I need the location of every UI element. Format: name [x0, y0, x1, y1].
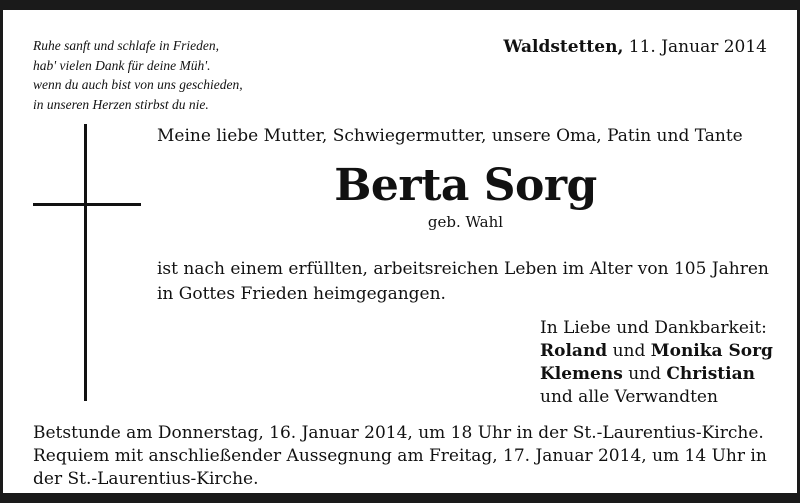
poem-line: in unseren Herzen stirbst du nie. [33, 96, 209, 112]
mourner-line: und alle Verwandten [540, 387, 718, 407]
place: Waldstetten, [503, 37, 624, 57]
mourner-name: Christian [666, 364, 755, 384]
mourner-line [540, 340, 773, 363]
mourner-name: Roland [540, 341, 608, 361]
birth-name: geb. Wahl [427, 213, 504, 231]
poem-line: wenn du auch bist von uns geschieden, [33, 77, 243, 92]
announcement-line: ist nach einem erfüllten, arbeitsreichen Leben im Alter von 105 Jahren [157, 259, 769, 279]
mourners-list [540, 317, 773, 409]
conjunction: und [607, 341, 651, 361]
poem-line: Ruhe sanft und schlafe in Frieden, [33, 38, 219, 53]
date: 11. Januar 2014 [623, 37, 767, 57]
service-line: der St.-Laurentius-Kirche. [33, 469, 259, 489]
deceased-name: Berta Sorg [334, 160, 597, 211]
intro-line: Meine liebe Mutter, Schwiegermutter, unsere Oma, Patin und Tante [157, 126, 743, 146]
mourners-heading: In Liebe und Dankbarkeit: [540, 318, 767, 338]
mourner-name: Klemens [540, 364, 623, 384]
memorial-poem [33, 36, 243, 114]
service-details [33, 422, 767, 491]
service-line: Requiem mit anschließender Aussegnung am Freitag, 17. Januar 2014, um 14 Uhr in [33, 446, 767, 466]
mourner-line [540, 363, 773, 386]
poem-line: hab' vielen Dank für deine Müh'. [33, 57, 211, 73]
service-line: Betstunde am Donnerstag, 16. Januar 2014, um 18 Uhr in der St.-Laurentius-Kirche. [33, 423, 764, 443]
conjunction: und [622, 364, 667, 384]
announcement [157, 257, 769, 307]
announcement-line: in Gottes Frieden heimgegangen. [157, 284, 446, 304]
place-date [503, 37, 767, 57]
mourner-name: Monika Sorg [650, 341, 773, 361]
